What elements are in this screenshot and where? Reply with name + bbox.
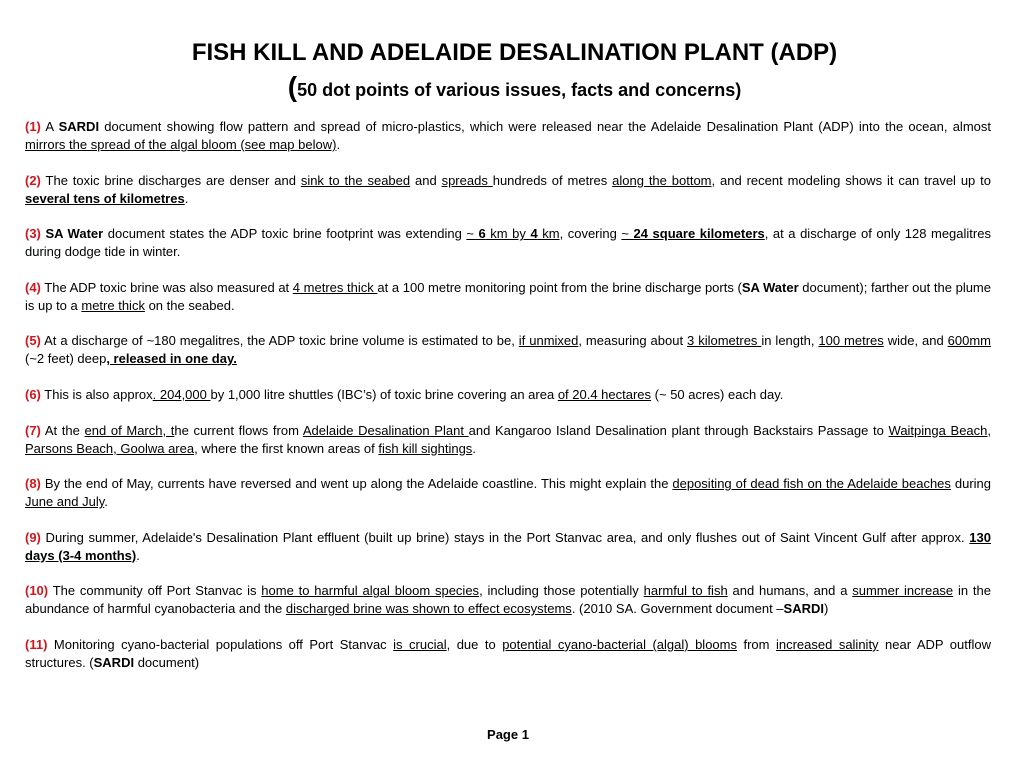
body-text: Monitoring cyano-bacterial populations off Port Stanvac <box>47 636 394 652</box>
dot-point-number: (1) <box>25 119 41 134</box>
underlined-text: . 204,000 <box>152 386 211 402</box>
underlined-text: harmful to fish <box>643 583 728 599</box>
page-number: Page 1 <box>487 727 529 742</box>
body-text: During summer, Adelaide's Desalination Plant effluent (built up brine) stays in the Port Stanvac area, and only flushes out of Saint Vincent Gulf after approx. <box>40 529 970 545</box>
underlined-text: summer increase <box>852 583 954 599</box>
body-text: . <box>336 137 341 152</box>
dot-point-number: (5) <box>25 333 41 349</box>
body-text: , where the first known areas of <box>194 440 379 456</box>
body-text: by 1,000 litre shuttles (IBC’s) of toxic brine covering an area <box>210 386 558 402</box>
dot-point-item <box>25 582 991 618</box>
dot-point-number: (9) <box>25 529 41 545</box>
body-text: , including those potentially <box>479 583 644 599</box>
body-text: . <box>472 440 476 456</box>
body-text: A <box>40 119 59 134</box>
dot-point-item <box>25 172 991 208</box>
body-text: document states the ADP toxic brine footprint was extending <box>103 226 467 242</box>
dot-point-item <box>25 636 991 672</box>
bold-text: SARDI <box>58 119 100 134</box>
underlined-text: km by <box>485 226 531 242</box>
underlined-text: 100 metres <box>818 333 884 349</box>
dot-point-item <box>25 225 991 261</box>
dot-point-item <box>25 475 991 511</box>
body-text: . <box>136 547 140 563</box>
document-subtitle <box>0 70 1029 107</box>
body-text: , covering <box>559 226 622 242</box>
dot-point-number: (8) <box>25 476 41 492</box>
underlined-text: metre thick <box>81 297 145 313</box>
underlined-text: spreads <box>441 172 493 188</box>
body-text: At the <box>40 422 85 438</box>
underlined-text: 600mm <box>947 333 991 349</box>
dot-point-number: (2) <box>25 172 41 188</box>
body-text: and Kangaroo Island Desalination plant through Backstairs Passage to <box>468 422 889 438</box>
underlined-text: ~ <box>621 226 634 242</box>
document-title: FISH KILL AND ADELAIDE DESALINATION PLANT (ADP) <box>191 39 838 66</box>
body-text: on the seabed. <box>144 297 235 313</box>
body-text: , due to <box>446 636 503 652</box>
body-text: By the end of May, currents have reversed and went up along the Adelaide coastline. This might explain the <box>40 476 673 492</box>
underlined-text: of 20.4 hectares <box>557 386 652 402</box>
body-text: during <box>950 476 991 492</box>
dot-point-number: (4) <box>25 279 41 295</box>
dot-point-list <box>25 118 991 690</box>
body-text: hundreds of metres <box>492 172 613 188</box>
underlined-text: 24 square kilometers <box>633 226 765 242</box>
body-text: , and recent modeling shows it can travel up to <box>711 172 992 188</box>
body-text: he current flows from <box>174 422 303 438</box>
body-text: (~2 feet) deep <box>25 351 107 367</box>
body-text: near ADP outflow structures. ( <box>25 636 991 670</box>
underlined-text: ~ <box>466 226 479 242</box>
underlined-text: if unmixed <box>518 333 579 349</box>
bold-text: SA Water <box>45 226 104 242</box>
underlined-text: potential cyano-bacterial (algal) blooms <box>502 636 737 652</box>
underlined-text: 4 metres thick <box>292 279 378 295</box>
underlined-text: several tens of kilometres <box>25 190 185 206</box>
body-text: ) <box>824 601 829 617</box>
underlined-text: Waitpinga Beach, Parsons Beach, Goolwa area <box>25 422 991 456</box>
body-text: at a 100 metre monitoring point from the brine discharge ports ( <box>377 279 742 295</box>
dot-point-number: (7) <box>25 422 41 438</box>
body-text: and humans, and a <box>727 583 853 599</box>
body-text: document); farther out the plume is up to a <box>25 279 991 313</box>
body-text: document showing flow pattern and spread of micro-plastics, which were released near the Adelaide Desalination Plant (ADP) into the ocean, almost <box>99 119 991 134</box>
body-text: The ADP toxic brine was also measured at <box>40 279 293 295</box>
underlined-text: 3 kilometres <box>687 333 762 349</box>
underlined-text: fish kill sightings <box>378 440 473 456</box>
underlined-text: 4 <box>530 226 538 242</box>
subtitle-text: 50 dot points of various issues, facts and concerns) <box>297 80 742 100</box>
underlined-text: home to harmful algal bloom species <box>261 583 480 599</box>
body-text: in length, <box>761 333 819 349</box>
dot-point-item <box>25 279 991 315</box>
underlined-text: is crucial <box>393 636 447 652</box>
underlined-text: discharged brine was shown to effect ecosystems <box>285 601 572 617</box>
underlined-text: 130 days (3-4 months) <box>25 529 991 563</box>
underlined-text: June and July <box>25 494 105 510</box>
body-text: The toxic brine discharges are denser and <box>40 172 301 188</box>
bold-text: SA Water <box>741 279 799 295</box>
body-text: in the abundance of harmful cyanobacteria and the <box>25 583 991 617</box>
body-text: , at a discharge of only 128 megalitres during dodge tide in winter. <box>25 226 991 260</box>
underlined-text: Adelaide Desalination Plant <box>302 422 469 438</box>
body-text: document) <box>134 654 200 670</box>
body-text: wide, and <box>883 333 948 349</box>
underlined-text: mirrors the spread of the algal bloom (see map below) <box>25 137 337 152</box>
dot-point-number: (6) <box>25 386 41 402</box>
dot-point-item <box>25 332 991 368</box>
dot-point-number: (10) <box>25 583 49 599</box>
underlined-text: km <box>537 226 560 242</box>
dot-point-item <box>25 386 991 404</box>
dot-point-item <box>25 422 991 458</box>
dot-point-item <box>25 118 991 154</box>
bold-text: SARDI <box>783 601 824 617</box>
underlined-text: , released in one day. <box>106 351 237 367</box>
underlined-text: along the bottom <box>612 172 712 188</box>
body-text: . <box>104 494 108 510</box>
body-text: . <box>184 190 189 206</box>
subtitle-open-paren: ( <box>287 71 298 102</box>
underlined-text: end of March, t <box>84 422 175 438</box>
bold-text: SARDI <box>93 654 135 670</box>
underlined-text: increased salinity <box>775 636 879 652</box>
underlined-text: depositing of dead fish on the Adelaide beaches <box>672 476 951 492</box>
body-text: (~ 50 acres) each day. <box>651 386 784 402</box>
dot-point-number: (3) <box>25 226 41 242</box>
underlined-text: 6 <box>478 226 486 242</box>
dot-point-item <box>25 529 991 565</box>
body-text: , measuring about <box>578 333 688 349</box>
body-text: . (2010 SA. Government document – <box>571 601 784 617</box>
body-text: and <box>410 172 442 188</box>
body-text: At a discharge of ~180 megalitres, the ADP toxic brine volume is estimated to be, <box>40 333 519 349</box>
body-text: This is also approx <box>40 386 153 402</box>
body-text: from <box>737 636 776 652</box>
underlined-text: sink to the seabed <box>300 172 411 188</box>
dot-point-number: (11) <box>25 636 48 652</box>
body-text: The community off Port Stanvac is <box>48 583 262 599</box>
